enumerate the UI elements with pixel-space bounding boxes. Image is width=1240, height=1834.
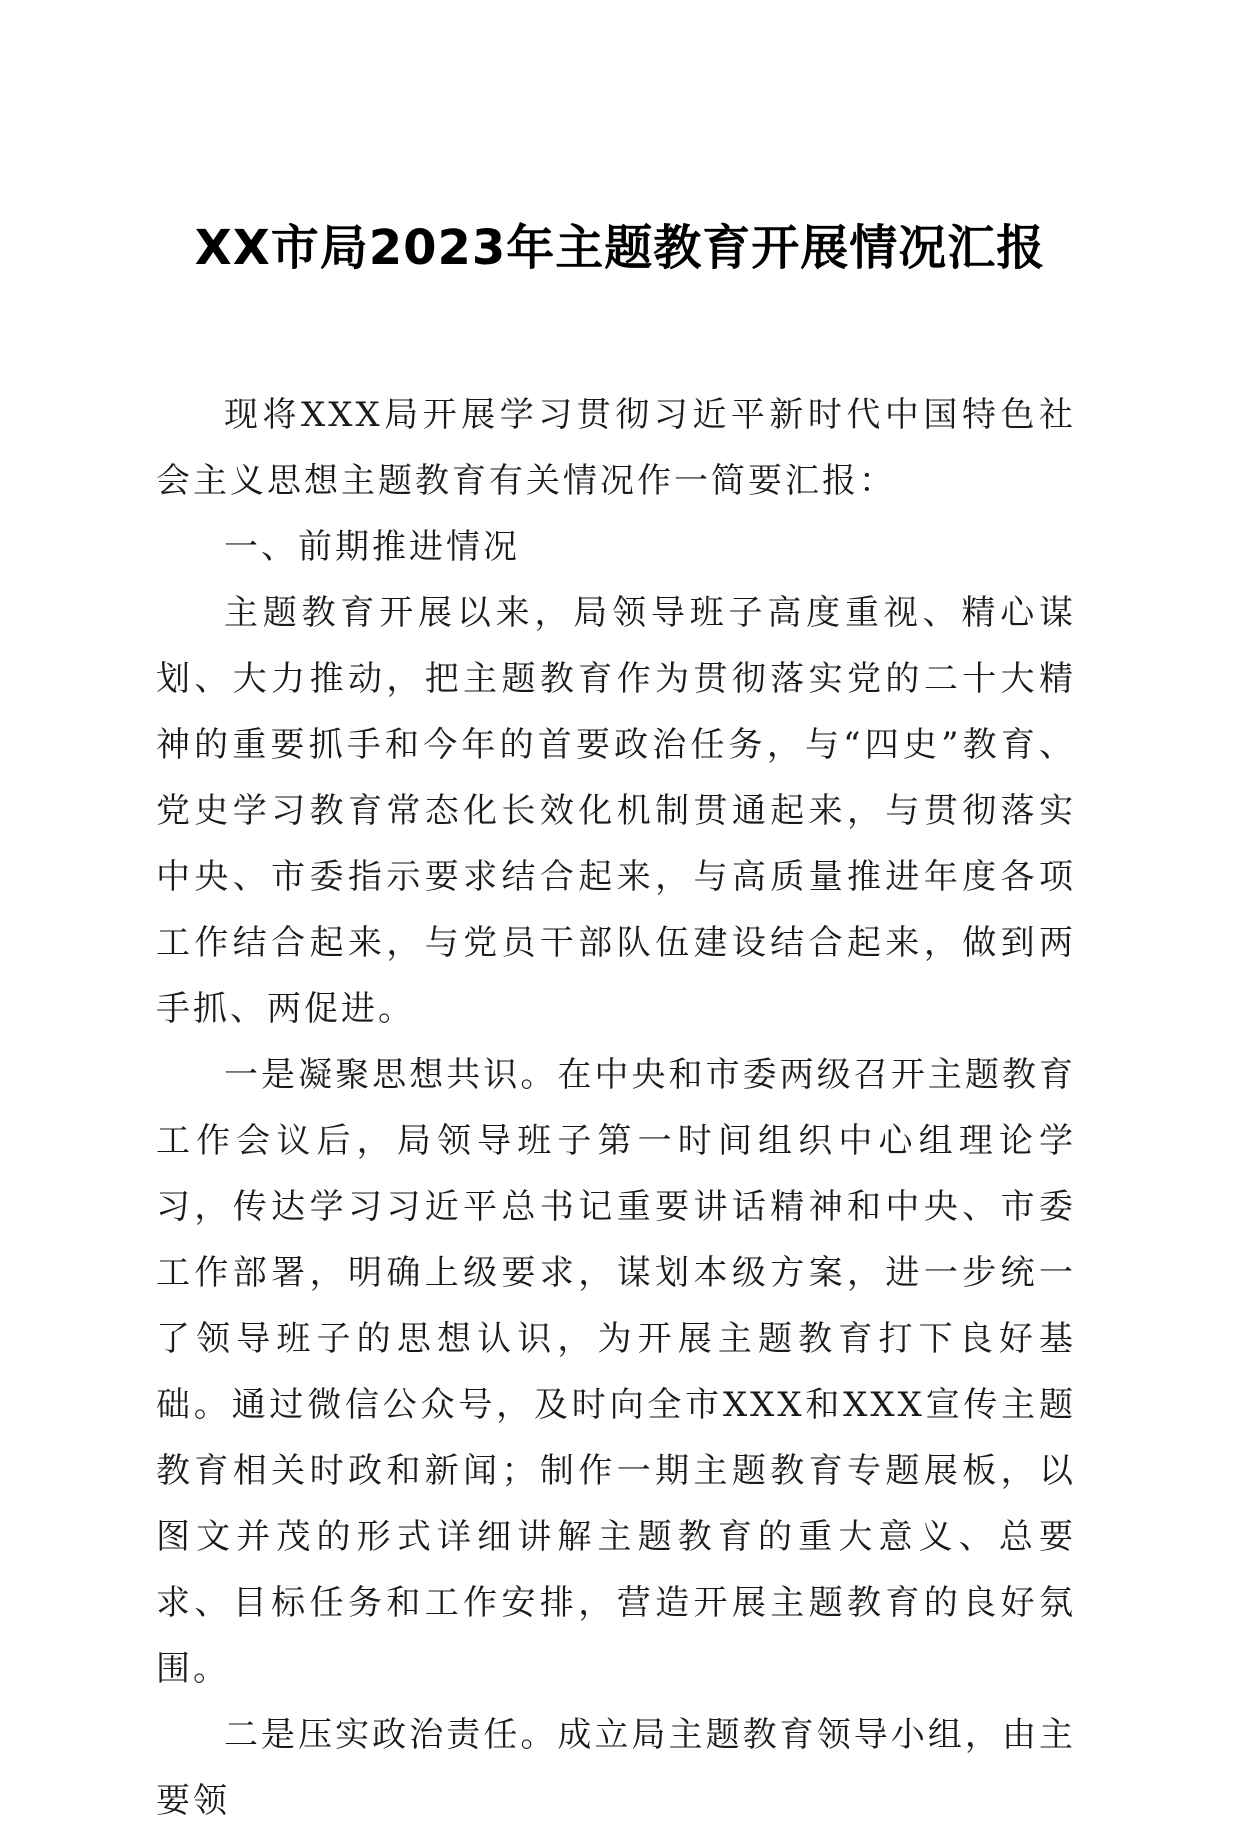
paragraph-point-2: 二是压实政治责任。成立局主题教育领导小组，由主要领 xyxy=(156,1715,1076,1821)
paragraph-intro: 现将XXX局开展学习贯彻习近平新时代中国特色社会主义思想主题教育有关情况作一简要汇报： xyxy=(156,395,1076,501)
section-heading-1: 一、前期推进情况 xyxy=(224,527,520,567)
document-body xyxy=(156,382,1076,1834)
document-title: XX市局2023年主题教育开展情况汇报 xyxy=(194,220,1046,276)
paragraph-point-1: 一是凝聚思想共识。在中央和市委两级召开主题教育工作会议后，局领导班子第一时间组织中心组理论学习，传达学习习近平总书记重要讲话精神和中央、市委工作部署，明确上级要求，谋划本级方案，进一步统一了领导班子的思想认识，为开展主题教育打下良好基础。通过微信公众号，及时向全市XXX和XXX宣传主题教育相关时政和新闻；制作一期主题教育专题展板，以图文并茂的形式详细讲解主题教育的重大意义、总要求、目标任务和工作安排，营造开展主题教育的良好氛围。 xyxy=(156,1055,1076,1689)
paragraph-overview: 主题教育开展以来，局领导班子高度重视、精心谋划、大力推动，把主题教育作为贯彻落实党的二十大精神的重要抓手和今年的首要政治任务，与“四史”教育、党史学习教育常态化长效化机制贯通起来，与贯彻落实中央、市委指示要求结合起来，与高质量推进年度各项工作结合起来，与党员干部队伍建设结合起来，做到两手抓、两促进。 xyxy=(156,593,1076,1029)
